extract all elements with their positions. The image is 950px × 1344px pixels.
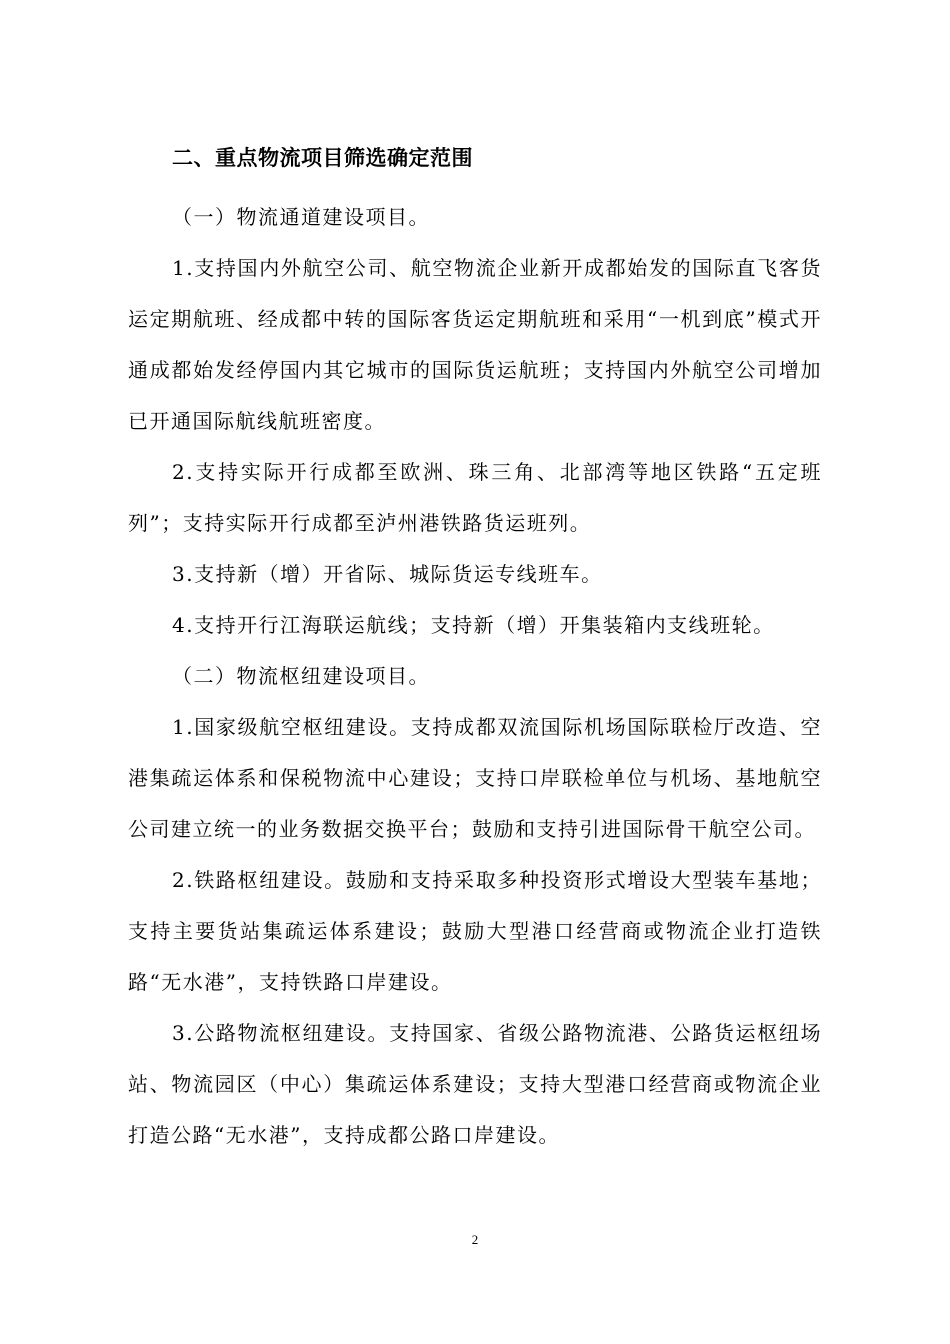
document-body	[128, 138, 822, 1161]
paragraph-road-hub: 3.公路物流枢纽建设。支持国家、省级公路物流港、公路货运枢纽场站、物流园区（中心）集疏运体系建设；支持大型港口经营商或物流企业打造公路“无水港”，支持成都公路口岸建设。	[128, 1021, 822, 1147]
paragraph-freight-buses: 3.支持新（增）开省际、城际货运专线班车。	[172, 562, 603, 586]
subsection-title-2: （二）物流枢纽建设项目。	[172, 664, 430, 688]
paragraph-shipping-lines: 4.支持开行江海联运航线；支持新（增）开集装箱内支线班轮。	[172, 613, 775, 637]
paragraph-rail-hub: 2.铁路枢纽建设。鼓励和支持采取多种投资形式增设大型装车基地；支持主要货站集疏运体系建设；鼓励大型港口经营商或物流企业打造铁路“无水港”，支持铁路口岸建设。	[128, 868, 822, 994]
paragraph-rail-trains: 2.支持实际开行成都至欧洲、珠三角、北部湾等地区铁路“五定班列”；支持实际开行成都至泸州港铁路货运班列。	[128, 460, 822, 535]
subsection-title-1: （一）物流通道建设项目。	[172, 205, 430, 229]
page-number: 2	[471, 1232, 479, 1247]
paragraph-air-hub: 1.国家级航空枢纽建设。支持成都双流国际机场国际联检厅改造、空港集疏运体系和保税物流中心建设；支持口岸联检单位与机场、基地航空公司建立统一的业务数据交换平台；鼓励和支持引进国际骨干航空公司。	[128, 715, 822, 841]
paragraph-air-routes: 1.支持国内外航空公司、航空物流企业新开成都始发的国际直飞客货运定期航班、经成都中转的国际客货运定期航班和采用“一机到底”模式开通成都始发经停国内其它城市的国际货运航班；支持国内外航空公司增加已开通国际航线航班密度。	[128, 256, 822, 433]
section-heading: 二、重点物流项目筛选确定范围	[172, 146, 473, 170]
